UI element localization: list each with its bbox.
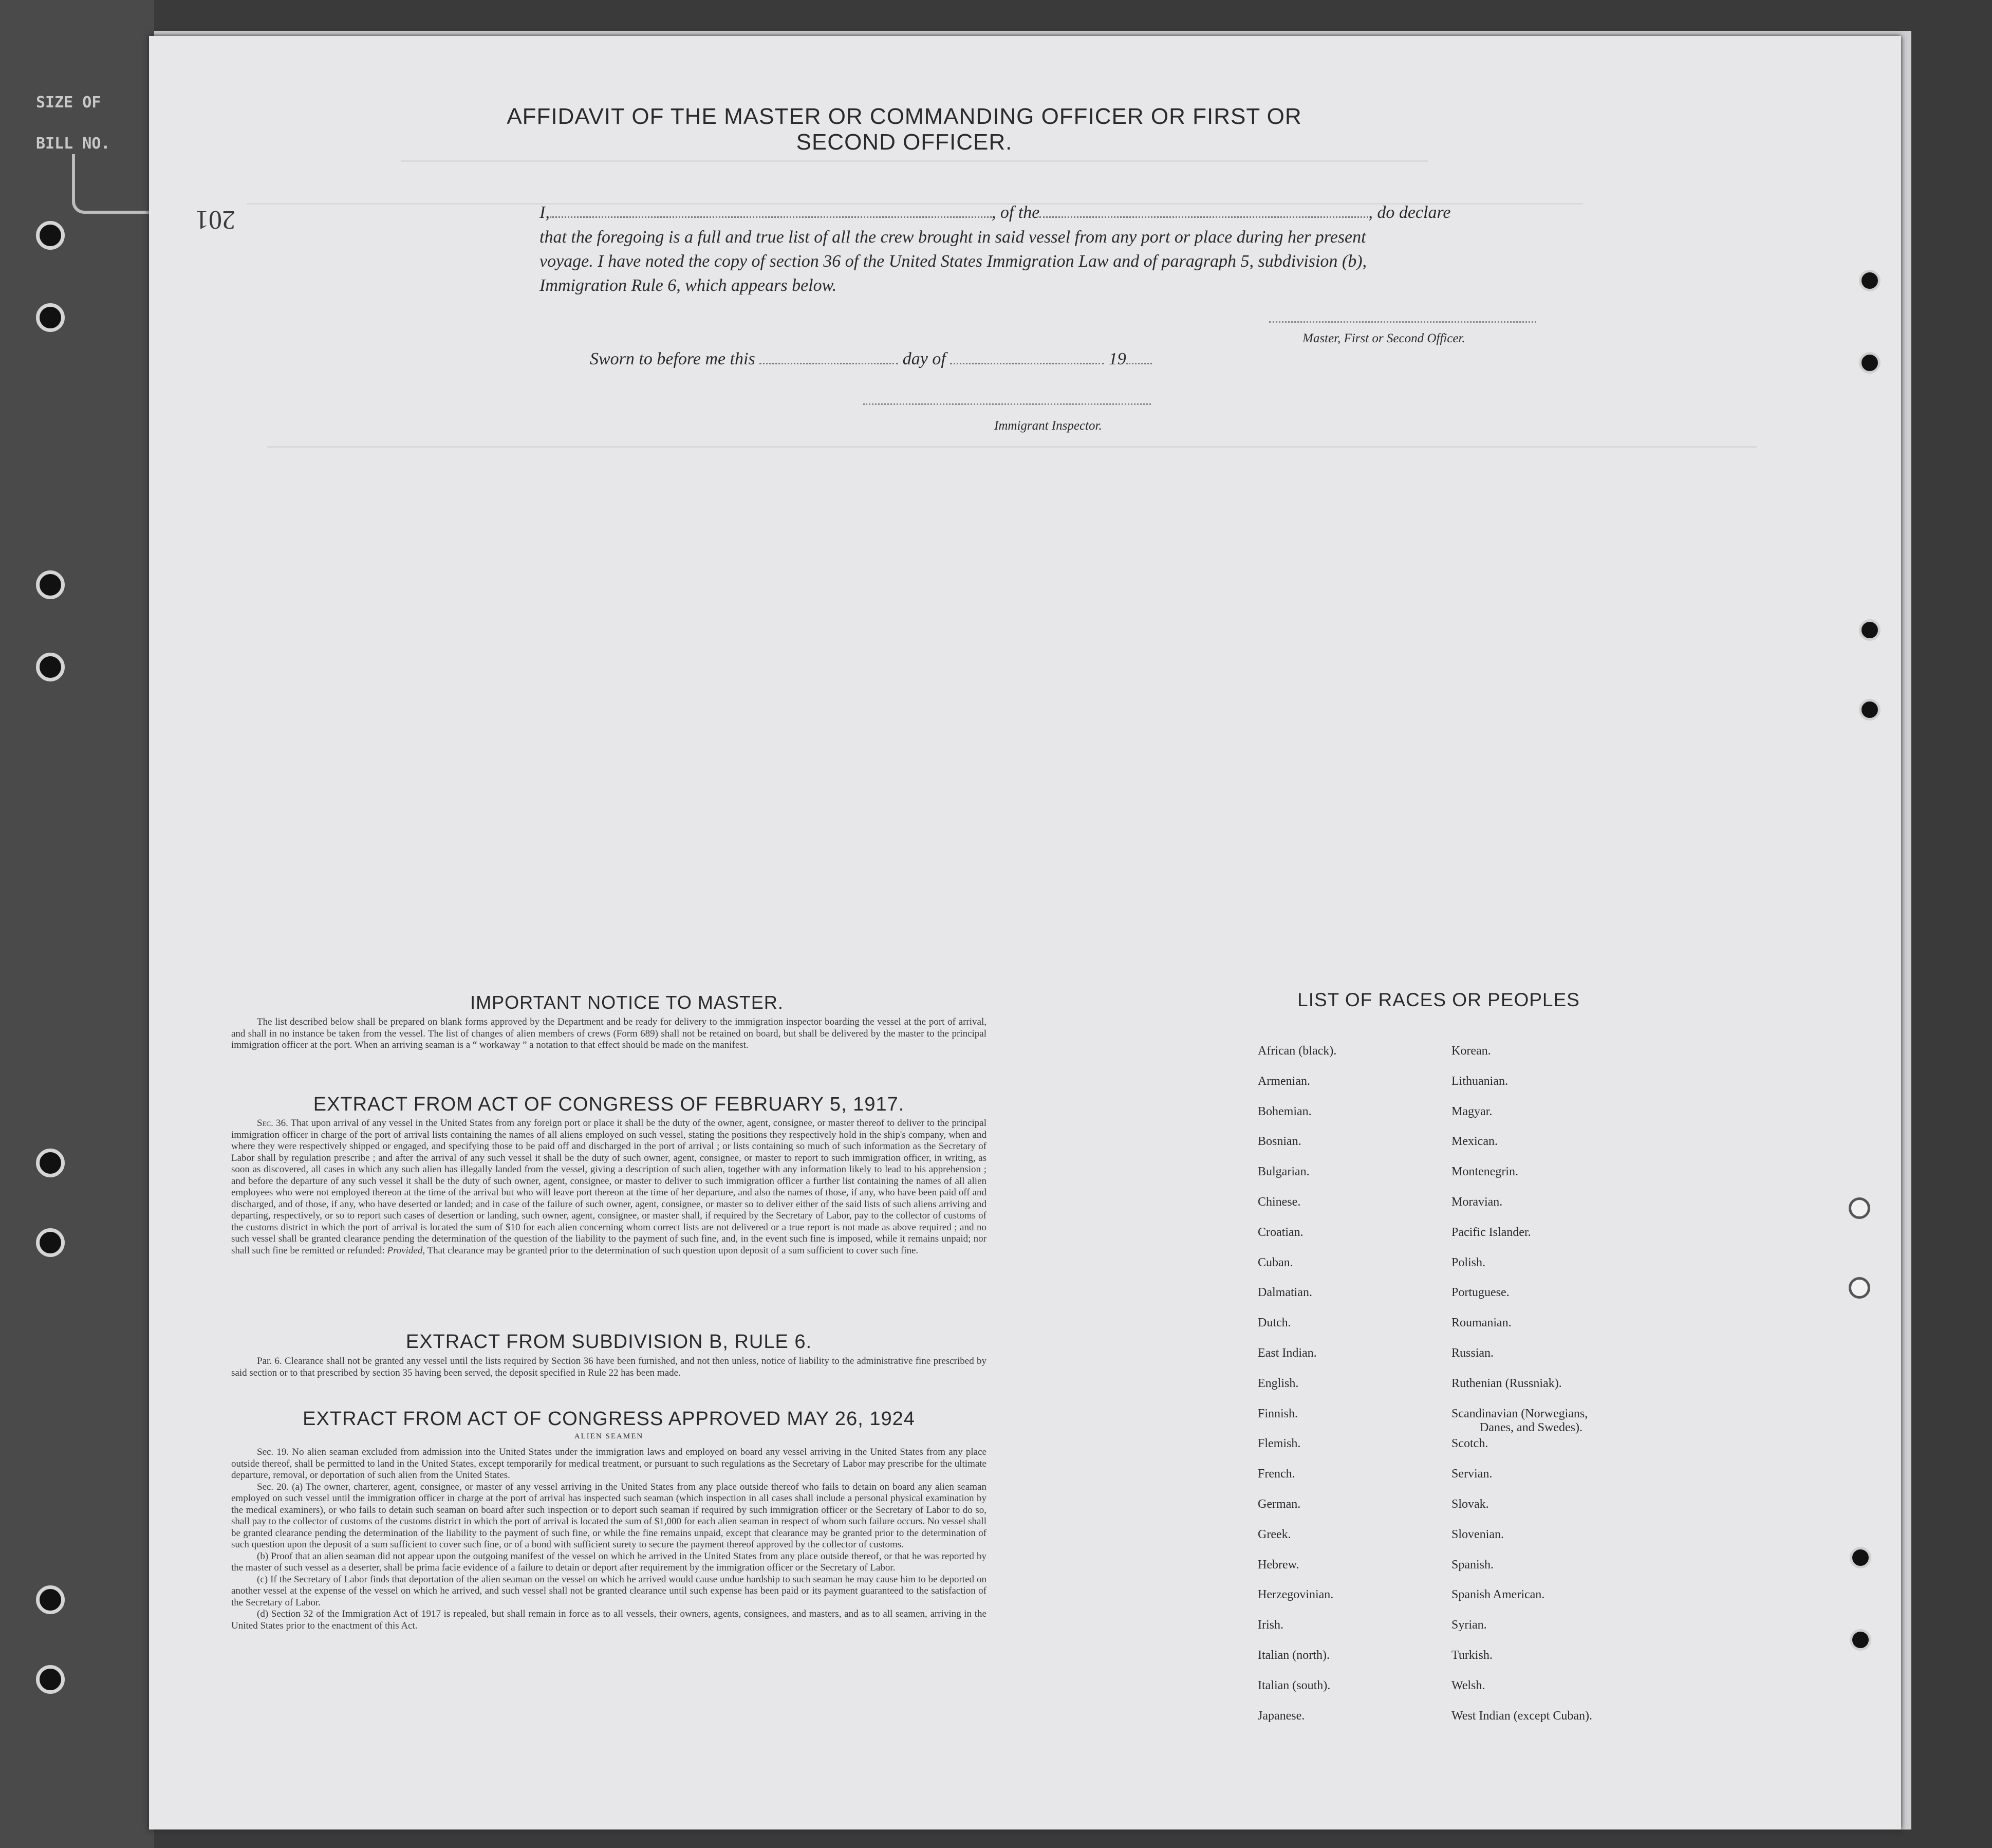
binder-hole-icon <box>36 1228 65 1257</box>
bleed-through-line <box>401 160 1428 162</box>
binder-hole-icon <box>36 1665 65 1694</box>
notice-title: IMPORTANT NOTICE TO MASTER. <box>470 992 784 1013</box>
race-item: Finnish. <box>1258 1407 1298 1420</box>
inspector-signature-line[interactable] <box>863 403 1151 405</box>
master-signature-line[interactable] <box>1269 321 1536 323</box>
race-item: Pacific Islander. <box>1451 1225 1531 1239</box>
race-item: Spanish. <box>1451 1558 1494 1572</box>
race-item: Syrian. <box>1451 1618 1487 1632</box>
bleed-through-line <box>267 446 1757 448</box>
race-item: Flemish. <box>1258 1437 1301 1451</box>
notice-text <box>231 1017 986 1051</box>
binder-hole-icon <box>36 303 65 332</box>
punch-hole-icon <box>1849 1197 1870 1219</box>
subdivision-text <box>231 1356 986 1379</box>
race-item: Spanish American. <box>1451 1588 1545 1602</box>
race-item: French. <box>1258 1467 1295 1481</box>
race-item: Polish. <box>1451 1255 1486 1269</box>
extract-1924-sec19: Sec. 19. No alien seaman excluded from admission into the United States under the immigration laws and employed on board any vessel arriving in the United States from any place outside thereof, shall be permitted to land in the United States, except temporarily for medical treatment, or pursuant to such regulations as the Secretary of Labor may prescribe for the ultimate departure, removal, or deportation of such alien from the United States. <box>231 1447 986 1481</box>
affidavit-i: I, <box>539 203 550 222</box>
race-item: Russian. <box>1451 1346 1494 1360</box>
affidavit-line-1 <box>539 203 1451 223</box>
punch-hole-icon <box>1849 1277 1870 1299</box>
race-item: Dutch. <box>1258 1316 1291 1330</box>
race-item: Scotch. <box>1451 1437 1488 1451</box>
binder-hole-icon <box>36 1149 65 1177</box>
punch-hole-icon <box>1859 352 1881 374</box>
races-right-column <box>1451 1044 1739 1739</box>
race-item: Mexican. <box>1451 1135 1498 1149</box>
vessel-name-blank[interactable] <box>1039 216 1368 218</box>
race-item: Magyar. <box>1451 1104 1493 1118</box>
races-title: LIST OF RACES OR PEOPLES <box>1297 989 1580 1010</box>
subdivision-title: EXTRACT FROM SUBDIVISION B, RULE 6. <box>405 1331 812 1353</box>
race-item: Armenian. <box>1258 1074 1310 1088</box>
race-item-continuation: Danes, and Swedes). <box>1480 1420 1583 1434</box>
sworn-day-of: day of <box>902 349 946 368</box>
extract-1917-text <box>231 1118 986 1256</box>
affidavit-line-2: that the foregoing is a full and true list of all the crew brought in said vessel from any port or place during her present <box>539 228 1366 247</box>
extract-1924-sec20b: (b) Proof that an alien seaman did not appear upon the outgoing manifest of the vessel on which he arrived in the United States from any place outside thereof, or that he was reported by the master of such vessel as a deserter, shall be prima facie evidence of a failure to detain or deport after requirement by the immigration officer or the Secretary of Labor. <box>231 1550 986 1573</box>
binder-hole-icon <box>36 1585 65 1614</box>
race-item-line: Scandinavian (Norwegians, <box>1451 1407 1588 1420</box>
race-item: English. <box>1258 1376 1299 1390</box>
inspector-signature-label: Immigrant Inspector. <box>994 419 1102 433</box>
race-item: Irish. <box>1258 1618 1283 1632</box>
race-item: Italian (south). <box>1258 1678 1331 1692</box>
race-item: Ruthenian (Russniak). <box>1451 1376 1562 1390</box>
extract-1924-title: EXTRACT FROM ACT OF CONGRESS APPROVED MAY 26, 1924 <box>303 1408 915 1430</box>
sworn-year-blank[interactable] <box>1126 363 1152 364</box>
master-signature-label: Master, First or Second Officer. <box>1302 331 1465 345</box>
race-item: Slovenian. <box>1451 1527 1504 1541</box>
race-item: Servian. <box>1451 1467 1493 1481</box>
binder-edge <box>0 0 154 1848</box>
race-item: Greek. <box>1258 1527 1291 1541</box>
margin-label-size: SIZE OF <box>36 94 101 112</box>
race-item: Portuguese. <box>1451 1286 1510 1300</box>
extract-1924-sec20d: (d) Section 32 of the Immigration Act of 1917 is repealed, but shall remain in force as to all vessels, their owners, agents, consignees, and masters, and as to all seamen, arriving in the United States prior to the enactment of this Act. <box>231 1609 986 1631</box>
affidavit-line-3: voyage. I have noted the copy of section 36 of the United States Immigration Law and of paragraph 5, subdivision (b), <box>539 252 1367 271</box>
sworn-month-blank[interactable] <box>950 363 1104 364</box>
race-item: Lithuanian. <box>1451 1074 1508 1088</box>
binder-hole-icon <box>36 221 65 250</box>
race-item: Hebrew. <box>1258 1558 1299 1572</box>
race-item: Moravian. <box>1451 1195 1503 1209</box>
race-item: East Indian. <box>1258 1346 1317 1360</box>
extract-1917-provided: Provided, <box>387 1245 425 1256</box>
race-item: Welsh. <box>1451 1678 1485 1692</box>
race-item: Montenegrin. <box>1451 1165 1518 1179</box>
margin-label-bill: BILL NO. <box>36 135 110 153</box>
race-item: Bohemian. <box>1258 1104 1312 1118</box>
master-name-blank[interactable] <box>550 216 992 218</box>
extract-1917-sec: Sec. 36. <box>257 1118 288 1129</box>
handwritten-page-number: 201 <box>195 205 235 234</box>
affidavit-line-4: Immigration Rule 6, which appears below. <box>539 276 837 295</box>
race-item: Korean. <box>1451 1044 1491 1058</box>
affidavit-title: AFFIDAVIT OF THE MASTER OR COMMANDING OFFICER OR FIRST OR SECOND OFFICER. <box>507 104 1302 155</box>
race-item: Herzegovinian. <box>1258 1588 1334 1602</box>
race-item: Italian (north). <box>1258 1648 1330 1662</box>
punch-hole-icon <box>1859 699 1881 720</box>
race-item: African (black). <box>1258 1044 1337 1058</box>
race-item: Slovak. <box>1451 1497 1489 1511</box>
binder-hole-icon <box>36 653 65 681</box>
extract-1924-sec20a: Sec. 20. (a) The owner, charterer, agent, consignee, or master of any vessel arriving in the United States from any place outside thereof who fails to detain on board any alien seaman employed on such vessel until the immigration officer in charge at the port of arrival has inspected such seaman (which inspection in all cases shall include a personal physical examination by the medical examiners), or who fails to detain such seaman on board after such inspection or to deport such seaman if required by such immigration officer or the Secretary of Labor to do so, shall pay to the collector of customs of the customs district in which the port of arrival is located the sum of $1,000 for each alien seaman in respect of whom such failure occurs. No vessel shall be granted clearance pending the determination of the liability to the payment of such fine, or while the fine remains unpaid, except that clearance may be granted prior to the determination of such question upon the deposit of a sum sufficient to cover such fine, or of a bond with sufficient surety to secure the payment thereof approved by the collector of customs. <box>231 1481 986 1550</box>
extract-1924-subtitle: ALIEN SEAMEN <box>574 1432 644 1440</box>
race-item: Roumanian. <box>1451 1316 1512 1330</box>
race-item: Bulgarian. <box>1258 1165 1310 1179</box>
race-item: Bosnian. <box>1258 1135 1301 1149</box>
sworn-year: 19 <box>1108 349 1126 368</box>
extract-1924-sec20c: (c) If the Secretary of Labor finds that deportation of the alien seaman on the vessel on which he arrived would cause undue hardship to such seaman he may cause him to be deported on another vessel at the expense of the vessel on which he arrived, and such vessel shall not be granted clearance until such expense has been paid or its payment guaranteed to the satisfaction of the Secretary of Labor. <box>231 1574 986 1608</box>
sworn-day-blank[interactable] <box>759 363 898 364</box>
extract-1917-title: EXTRACT FROM ACT OF CONGRESS OF FEBRUARY 5, 1917. <box>313 1094 905 1115</box>
punch-hole-icon <box>1859 270 1881 291</box>
sworn-line <box>590 349 1152 369</box>
subdivision-paragraph: Par. 6. Clearance shall not be granted any vessel until the lists required by Section 36 have been furnished, and not then unless, notice of liability to the administrative fine prescribed by said section or to that prescribed by section 35 having been served, the deposit specified in Rule 22 has been made. <box>231 1356 986 1378</box>
race-item: West Indian (except Cuban). <box>1451 1709 1592 1723</box>
race-item: Japanese. <box>1258 1709 1305 1723</box>
race-item: Cuban. <box>1258 1255 1293 1269</box>
notice-paragraph: The list described below shall be prepared on blank forms approved by the Department and be ready for delivery to the immigration inspector boarding the vessel at the port of arrival, and shall in no instance be taken from the vessel. The list of changes of alien members of crews (Form 689) shall not be retained on board, but shall be delivered by the master to the principal immigration officer at the port. When an arriving seaman is a “ workaway ” a notation to that effect should be made on the manifest. <box>231 1017 986 1050</box>
affidavit-do-declare: , do declare <box>1368 203 1451 222</box>
punch-hole-icon <box>1859 619 1881 641</box>
extract-1917-body: That upon arrival of any vessel in the United States from any foreign port or place it shall be the duty of the owner, agent, consignee, or master thereof to deliver to the principal immigration officer in charge of the port of arrival lists containing the names of all aliens employed on such vessel, stating the positions they respectively hold in the ship's company, when and where they were respectively shipped or engaged, and specifying those to be paid off and discharged in the port of arrival ; or lists containing so much of such information as the Secretary of Labor shall by regulation prescribe ; and after the arrival of any such vessel it shall be the duty of such owner, agent, consignee, or master to report to such immigration officer, in writing, as soon as discovered, all cases in which any such alien has illegally landed from the vessel, giving a description of such alien, together with any information likely to lead to his apprehension ; and before the departure of any such vessel it shall be the duty of such owner, agent, consignee, or master to deliver to such immigration officer a further list containing the names of all alien employees who were not employed thereon at the time of the arrival but who will leave port thereon at the time of her departure, and also the names of those, if any, who have been paid off and discharged, and of those, if any, who have deserted or landed; and in case of the failure of such owner, agent, consignee, or master so to deliver either of the said lists of such aliens arriving and departing, respectively, or so to report such cases of desertion or landing, such owner, agent, consignee, or master shall, if required by the Secretary of Labor, pay to the collector of customs of the customs district in which the port of arrival is located the sum of $10 for each alien concerning whom correct lists are not delivered or a true report is not made as above required ; and no such vessel shall be granted clearance pending the determination of the question of the liability to the payment of such fine, and, in the event such fine is imposed, while it remains unpaid; nor shall such fine be remitted or refunded: <box>231 1118 986 1256</box>
affidavit-of-the: , of the <box>991 203 1040 222</box>
punch-hole-icon <box>1850 1629 1871 1651</box>
race-item <box>1451 1407 1739 1437</box>
race-item: Turkish. <box>1451 1648 1493 1662</box>
sworn-text: Sworn to before me this <box>590 349 755 368</box>
race-item: Dalmatian. <box>1258 1286 1312 1300</box>
extract-1917-end: That clearance may be granted prior to the determination of such question upon deposit of a sum sufficient to cover such fine. <box>427 1245 919 1256</box>
binder-hole-icon <box>36 570 65 599</box>
extract-1924-text <box>231 1447 986 1632</box>
race-item: Croatian. <box>1258 1225 1304 1239</box>
race-item: Chinese. <box>1258 1195 1301 1209</box>
race-item: German. <box>1258 1497 1301 1511</box>
punch-hole-icon <box>1850 1547 1871 1568</box>
